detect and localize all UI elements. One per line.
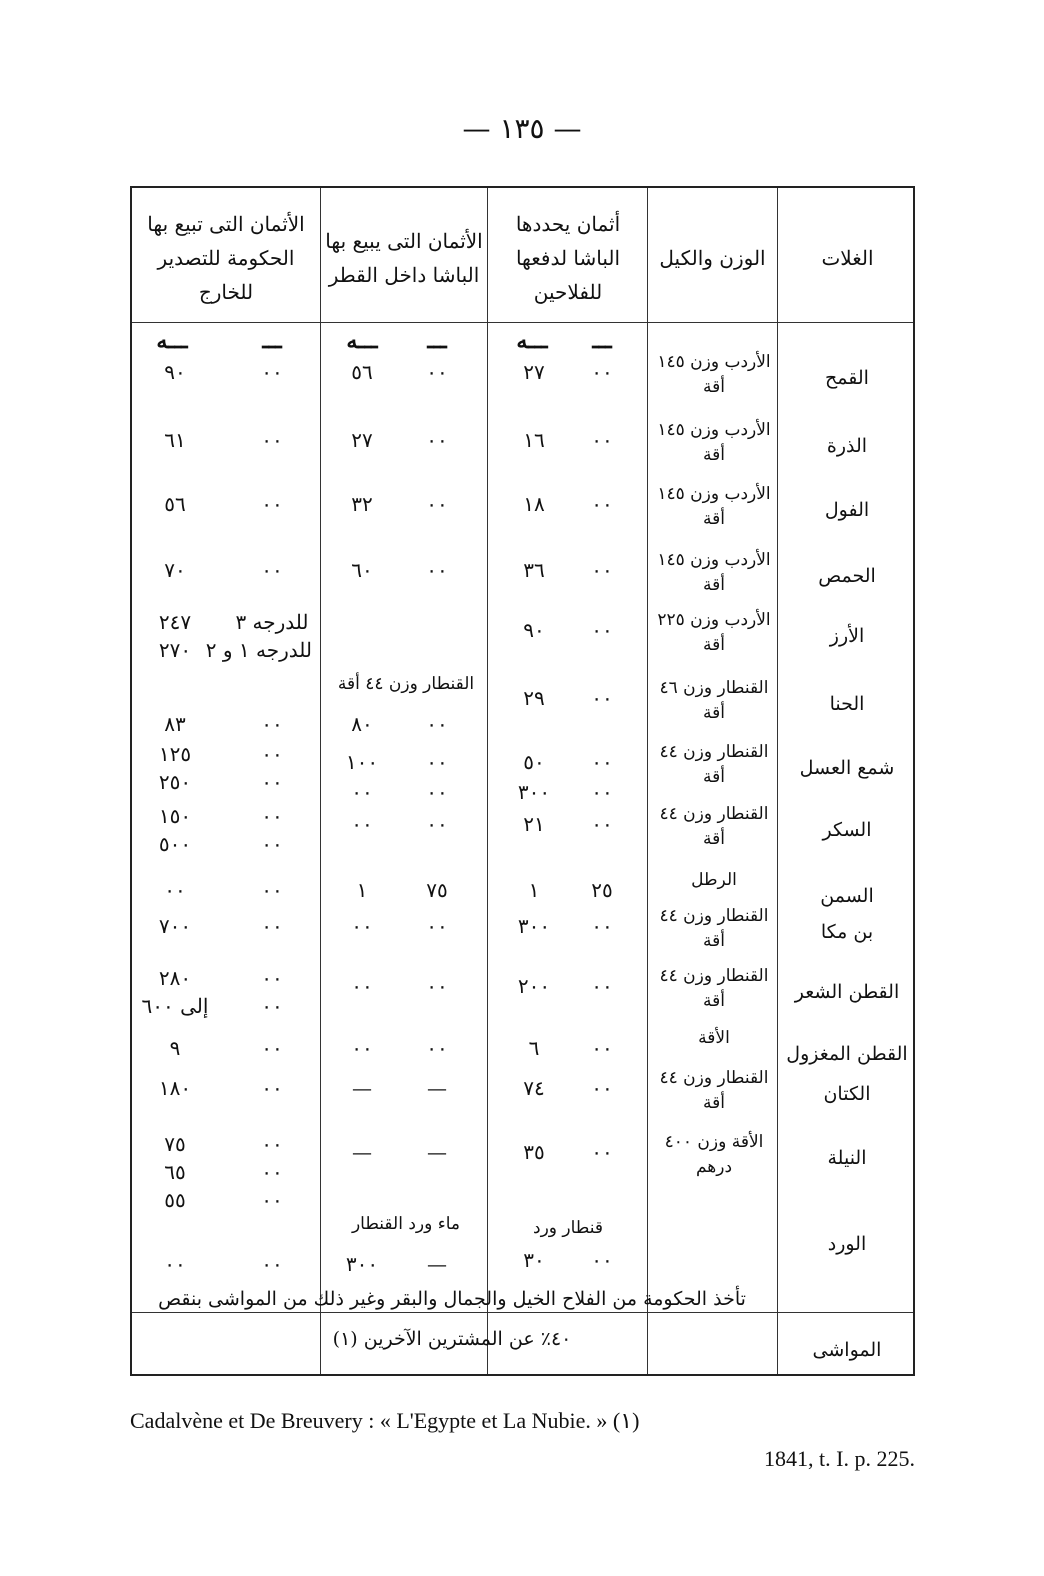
d-para-cell: — bbox=[427, 1076, 447, 1100]
d-para-cell: ٠٠ bbox=[426, 712, 448, 736]
f-pia-cell: ٣٦ bbox=[523, 558, 545, 582]
e-para-cell: للدرجه ٣ bbox=[235, 610, 309, 634]
e-para-cell: ٠٠ bbox=[261, 994, 283, 1018]
measure-cell: القنطار وزن ٤٦ أقة bbox=[659, 678, 769, 723]
measure-cell: الأقة وزن ٤٠٠ درهم bbox=[664, 1132, 764, 1177]
d-para-cell: ٠٠ bbox=[426, 780, 448, 804]
e-pia-cell: ٨٣ bbox=[164, 712, 186, 736]
f-pia-cell: ٢٠٠ bbox=[517, 974, 551, 998]
f-para-cell: ٢٥ bbox=[591, 878, 613, 902]
crop-cell: بن مكا bbox=[820, 921, 874, 943]
crop-cell: الفول bbox=[824, 499, 870, 521]
d-para-cell: ٠٠ bbox=[426, 750, 448, 774]
d-pia-cell: ٠٠ bbox=[351, 780, 373, 804]
e-para-cell: ٠٠ bbox=[261, 1188, 283, 1212]
e-para-cell: ٠٠ bbox=[261, 492, 283, 516]
e-para-cell: ٠٠ bbox=[261, 878, 283, 902]
page-number: — ١٣٥ — bbox=[462, 112, 582, 145]
subheader-para: ـــ bbox=[592, 328, 612, 354]
header-divider bbox=[132, 322, 913, 323]
crop-cell: القمح bbox=[825, 367, 869, 389]
measure-cell: الأردب وزن ١٤٥ أقة bbox=[657, 484, 771, 529]
f-pia-cell: ٥٠ bbox=[523, 750, 545, 774]
e-pia-cell: ١٥٠ bbox=[158, 804, 192, 828]
f-para-cell: ٠٠ bbox=[591, 686, 613, 710]
e-pia-cell: ٧٠٠ bbox=[158, 914, 192, 938]
d-para-cell: ٠٠ bbox=[426, 492, 448, 516]
f-para-cell: ٠٠ bbox=[591, 1036, 613, 1060]
d-pia-cell: ٦٠ bbox=[351, 558, 373, 582]
f-pia-cell: ٢٩ bbox=[523, 686, 545, 710]
crop-cell: الأرز bbox=[829, 625, 865, 647]
d-pia-cell: ٢٧ bbox=[351, 428, 373, 452]
d-pia-cell: ٣٢ bbox=[351, 492, 373, 516]
f-pia-cell: ٢٧ bbox=[523, 360, 545, 384]
crop-cell: الورد bbox=[827, 1233, 867, 1255]
domestic-note: ماء ورد القنطار bbox=[351, 1214, 461, 1234]
e-para-cell: ٠٠ bbox=[261, 770, 283, 794]
e-para-cell: ٠٠ bbox=[261, 742, 283, 766]
f-pia-cell: ١٦ bbox=[523, 428, 545, 452]
e-pia-cell: ٠٠ bbox=[164, 878, 186, 902]
f-para-cell: ٠٠ bbox=[591, 492, 613, 516]
d-para-cell: ٠٠ bbox=[426, 914, 448, 938]
footnote-line1: Cadalvène et De Breuvery : « L'Egypte et La Nubie. » (١) bbox=[130, 1408, 640, 1433]
f-pia-cell: ٩٠ bbox=[523, 618, 545, 642]
header-farmer-price: أثمان يحددها الباشا لدفعها للفلاحين bbox=[515, 212, 621, 304]
footnote-line2: 1841, t. I. p. 225. bbox=[764, 1446, 915, 1471]
livestock-note-line1: تأخذ الحكومة من الفلاح الخيل والجمال والبقر وغير ذلك من المواشى بنقص bbox=[158, 1288, 746, 1310]
subheader-para: ـــ bbox=[262, 328, 282, 354]
d-pia-cell: ٠٠ bbox=[351, 812, 373, 836]
col-divider bbox=[777, 188, 778, 1374]
crop-cell: الحنا bbox=[829, 693, 865, 715]
crop-cell: النيلة bbox=[827, 1147, 867, 1169]
d-pia-cell: ٠٠ bbox=[351, 974, 373, 998]
measure-cell: القنطار وزن ٤٤ أقة bbox=[659, 966, 769, 1011]
subheader-piaster: ـــه bbox=[156, 328, 188, 354]
e-para-cell: ٠٠ bbox=[261, 1160, 283, 1184]
f-para-cell: ٠٠ bbox=[591, 558, 613, 582]
crop-cell: القطن الشعر bbox=[794, 981, 900, 1003]
crop-cell: الحمص bbox=[818, 565, 876, 587]
f-pia-cell: ١٨ bbox=[523, 492, 545, 516]
e-pia-cell: ٢٨٠ bbox=[158, 966, 192, 990]
f-pia-cell: ٦ bbox=[528, 1036, 540, 1060]
crop-cell: السمن bbox=[820, 885, 874, 907]
livestock-note-line2: ٤٠٪ عن المشترين الآخرين (١) bbox=[332, 1328, 572, 1350]
measure-cell: القنطار وزن ٤٤ أقة bbox=[659, 1068, 769, 1113]
col-divider bbox=[487, 188, 488, 1374]
e-pia-cell: ١٨٠ bbox=[158, 1076, 192, 1100]
price-table bbox=[130, 186, 915, 1376]
d-para-cell: — bbox=[427, 1252, 447, 1276]
f-pia-cell: ٣٠٠ bbox=[517, 780, 551, 804]
e-pia-cell: ٧٥ bbox=[164, 1132, 186, 1156]
e-para-cell: ٠٠ bbox=[261, 804, 283, 828]
e-pia-cell: ٢٤٧ bbox=[158, 610, 192, 634]
e-pia-cell: ٠٠ bbox=[164, 1252, 186, 1276]
e-pia-cell: ٩ bbox=[169, 1036, 181, 1060]
f-para-cell: ٠٠ bbox=[591, 914, 613, 938]
d-para-cell: ٠٠ bbox=[426, 1036, 448, 1060]
crop-cell: شمع العسل bbox=[799, 757, 895, 779]
subheader-piaster: ـــه bbox=[346, 328, 378, 354]
e-pia-cell: ٥٥ bbox=[164, 1188, 186, 1212]
e-pia-cell: ٢٥٠ bbox=[158, 770, 192, 794]
d-pia-cell: ٠٠ bbox=[351, 914, 373, 938]
d-para-cell: ٠٠ bbox=[426, 974, 448, 998]
d-pia-cell: ٥٦ bbox=[351, 360, 373, 384]
e-para-cell: ٠٠ bbox=[261, 914, 283, 938]
d-para-cell: ٠٠ bbox=[426, 428, 448, 452]
e-para-cell: ٠٠ bbox=[261, 832, 283, 856]
e-pia-cell: ٥٦ bbox=[164, 492, 186, 516]
e-para-cell: ٠٠ bbox=[261, 1132, 283, 1156]
crop-cell: الكتان bbox=[823, 1083, 871, 1105]
crop-cell: الذرة bbox=[826, 435, 868, 457]
measure-cell: القنطار وزن ٤٤ أقة bbox=[659, 742, 769, 787]
measure-cell: الأقة bbox=[698, 1028, 730, 1048]
f-pia-cell: ٣٠ bbox=[523, 1248, 545, 1272]
e-para-cell: ٠٠ bbox=[261, 428, 283, 452]
e-para-cell: ٠٠ bbox=[261, 1036, 283, 1060]
f-para-cell: ٠٠ bbox=[591, 750, 613, 774]
f-para-cell: ٠٠ bbox=[591, 812, 613, 836]
measure-cell: القنطار وزن ٤٤ أقة bbox=[659, 906, 769, 951]
d-para-cell: ٠٠ bbox=[426, 360, 448, 384]
d-pia-cell: ٨٠ bbox=[351, 712, 373, 736]
e-para-cell: للدرجه ١ و ٢ bbox=[205, 638, 312, 662]
d-pia-cell: ٠٠ bbox=[351, 1036, 373, 1060]
farmer-note: قنطار ورد bbox=[533, 1218, 603, 1238]
e-para-cell: ٠٠ bbox=[261, 360, 283, 384]
e-para-cell: ٠٠ bbox=[261, 712, 283, 736]
livestock-divider bbox=[132, 1312, 913, 1313]
f-pia-cell: ٣٠٠ bbox=[517, 914, 551, 938]
d-para-cell: ٠٠ bbox=[426, 558, 448, 582]
e-pia-cell: ٦١ bbox=[164, 428, 186, 452]
e-pia-cell: ١٢٥ bbox=[158, 742, 192, 766]
d-para-cell: — bbox=[427, 1140, 447, 1164]
e-pia-cell: إلى ٦٠٠ bbox=[141, 994, 209, 1018]
measure-cell: الأردب وزن ٢٢٥ أقة bbox=[657, 610, 771, 655]
crop-cell: السكر bbox=[822, 819, 872, 841]
measure-cell: الرطل bbox=[691, 870, 737, 890]
e-para-cell: ٠٠ bbox=[261, 1252, 283, 1276]
d-pia-cell: ١٠٠ bbox=[345, 750, 379, 774]
f-para-cell: ٠٠ bbox=[591, 1076, 613, 1100]
crop-livestock: المواشى bbox=[812, 1339, 882, 1361]
header-measure: الوزن والكيل bbox=[659, 246, 766, 270]
subheader-piaster: ـــه bbox=[516, 328, 548, 354]
col-divider bbox=[647, 188, 648, 1374]
measure-cell: القنطار وزن ٤٤ أقة bbox=[659, 804, 769, 849]
e-pia-cell: ٩٠ bbox=[164, 360, 186, 384]
f-para-cell: ٠٠ bbox=[591, 780, 613, 804]
f-para-cell: ٠٠ bbox=[591, 1140, 613, 1164]
f-pia-cell: ٢١ bbox=[523, 812, 545, 836]
d-para-cell: ٠٠ bbox=[426, 812, 448, 836]
f-para-cell: ٠٠ bbox=[591, 360, 613, 384]
f-pia-cell: ١ bbox=[528, 878, 540, 902]
crop-cell: القطن المغزول bbox=[786, 1043, 908, 1065]
col-divider bbox=[320, 188, 321, 1374]
e-pia-cell: ٢٧٠ bbox=[158, 638, 192, 662]
d-para-cell: ٧٥ bbox=[426, 878, 448, 902]
e-pia-cell: ٧٠ bbox=[164, 558, 186, 582]
subheader-para: ـــ bbox=[427, 328, 447, 354]
e-para-cell: ٠٠ bbox=[261, 558, 283, 582]
measure-cell: الأردب وزن ١٤٥ أقة bbox=[657, 420, 771, 465]
f-para-cell: ٠٠ bbox=[591, 428, 613, 452]
f-para-cell: ٠٠ bbox=[591, 974, 613, 998]
e-para-cell: ٠٠ bbox=[261, 966, 283, 990]
e-para-cell: ٠٠ bbox=[261, 1076, 283, 1100]
f-para-cell: ٠٠ bbox=[591, 1248, 613, 1272]
measure-cell: الأردب وزن ١٤٥ أقة bbox=[657, 352, 771, 397]
measure-cell: الأردب وزن ١٤٥ أقة bbox=[657, 550, 771, 595]
d-pia-cell: ١ bbox=[356, 878, 368, 902]
f-pia-cell: ٧٤ bbox=[523, 1076, 545, 1100]
e-pia-cell: ٥٠٠ bbox=[158, 832, 192, 856]
domestic-note: القنطار وزن ٤٤ أقة bbox=[337, 674, 475, 694]
d-pia-cell: ٣٠٠ bbox=[345, 1252, 379, 1276]
header-export-price: الأثمان التى تبيع بها الحكومة للتصدير للخارج bbox=[147, 212, 305, 304]
header-crops: الغلات bbox=[821, 246, 874, 270]
header-domestic-price: الأثمان التى يبيع بها الباشا داخل القطر bbox=[325, 229, 483, 287]
e-pia-cell: ٦٥ bbox=[164, 1160, 186, 1184]
d-pia-cell: — bbox=[352, 1140, 372, 1164]
f-pia-cell: ٣٥ bbox=[523, 1140, 545, 1164]
d-pia-cell: — bbox=[352, 1076, 372, 1100]
f-para-cell: ٠٠ bbox=[591, 618, 613, 642]
